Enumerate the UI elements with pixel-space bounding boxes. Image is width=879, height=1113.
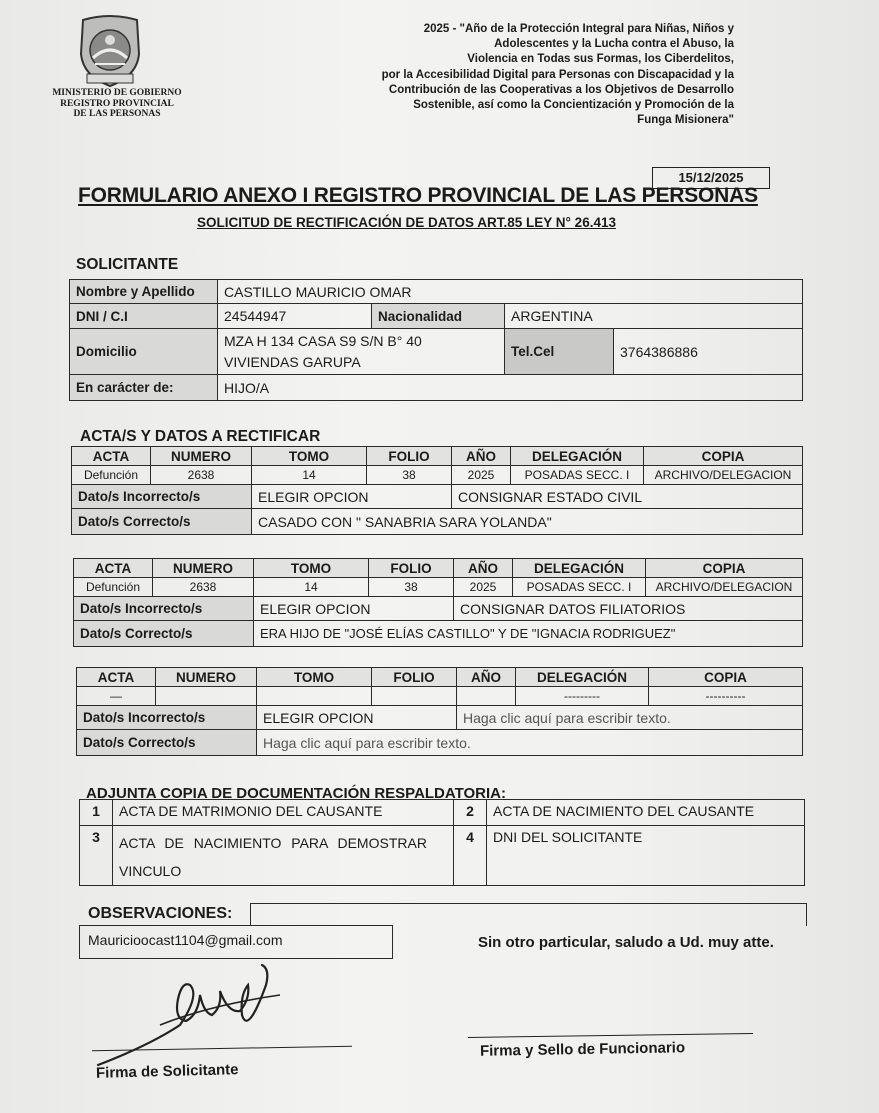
nacionalidad-field[interactable]: ARGENTINA — [505, 304, 803, 329]
incorrect-label: Dato/s Incorrecto/s — [74, 597, 254, 621]
dni-label: DNI / C.I — [70, 304, 218, 329]
nacionalidad-label: Nacionalidad — [372, 304, 505, 329]
col-copia: COPIA — [649, 668, 803, 687]
doc-item-text[interactable]: ACTA DE NACIMIENTO DEL CAUSANTE — [487, 800, 805, 826]
doc-item-text[interactable]: ACTA DE NACIMIENTO PARA DEMOSTRAR VINCULO — [113, 826, 454, 886]
section-title-documentacion: ADJUNTA COPIA DE DOCUMENTACIÓN RESPALDATORIA: — [86, 785, 506, 802]
col-folio: FOLIO — [369, 559, 454, 578]
col-numero: NUMERO — [156, 668, 257, 687]
handwritten-signature-icon — [90, 955, 290, 1070]
acta-type-field[interactable]: Defunción — [74, 578, 153, 597]
col-folio: FOLIO — [367, 447, 452, 466]
domicilio-field[interactable]: MZA H 134 CASA S9 S/N B° 40 VIVIENDAS GARUPA — [218, 329, 505, 375]
col-delegacion: DELEGACIÓN — [516, 668, 649, 687]
col-numero: NUMERO — [151, 447, 252, 466]
doc-item-text[interactable]: DNI DEL SOLICITANTE — [487, 826, 805, 886]
col-delegacion: DELEGACIÓN — [513, 559, 646, 578]
tomo-field[interactable]: 14 — [254, 578, 369, 597]
delegacion-field[interactable]: POSADAS SECC. I — [511, 466, 644, 485]
col-tomo: TOMO — [257, 668, 372, 687]
correct-value-field[interactable]: Haga clic aquí para escribir texto. — [257, 730, 803, 756]
numero-field[interactable]: 2638 — [151, 466, 252, 485]
form-subtitle: SOLICITUD DE RECTIFICACIÓN DE DATOS ART.85 LEY N° 26.413 — [197, 215, 616, 230]
col-acta: ACTA — [77, 668, 156, 687]
incorrect-label: Dato/s Incorrecto/s — [72, 485, 252, 509]
col-tomo: TOMO — [254, 559, 369, 578]
acta-block-1 — [71, 446, 803, 535]
acta-type-field[interactable]: Defunción — [72, 466, 151, 485]
col-acta: ACTA — [74, 559, 153, 578]
delegacion-field[interactable]: POSADAS SECC. I — [513, 578, 646, 597]
section-title-actas: ACTA/S Y DATOS A RECTIFICAR — [80, 428, 321, 445]
doc-item-number: 4 — [454, 826, 487, 886]
incorrect-value-field[interactable]: CONSIGNAR DATOS FILIATORIOS — [454, 597, 803, 621]
domicilio-label: Domicilio — [70, 329, 218, 375]
correct-label: Dato/s Correcto/s — [74, 621, 254, 647]
solicitante-signature-label: Firma de Solicitante — [95, 1061, 239, 1082]
section-title-observaciones: OBSERVACIONES: — [88, 905, 233, 922]
dni-field[interactable]: 24544947 — [218, 304, 372, 329]
correct-label: Dato/s Correcto/s — [77, 730, 257, 756]
col-copia: COPIA — [644, 447, 803, 466]
section-title-solicitante: SOLICITANTE — [76, 256, 179, 273]
folio-field[interactable]: 38 — [367, 466, 452, 485]
copia-field[interactable]: ARCHIVO/DELEGACION — [646, 578, 803, 597]
correct-value-field[interactable]: ERA HIJO DE "JOSÉ ELÍAS CASTILLO" Y DE "IGNACIA RODRIGUEZ" — [254, 621, 803, 647]
incorrect-option-select[interactable]: ELEGIR OPCION — [254, 597, 454, 621]
delegacion-field[interactable]: --------- — [516, 687, 649, 706]
observaciones-box-top — [250, 903, 807, 926]
col-anio: AÑO — [457, 668, 516, 687]
observaciones-field[interactable]: Mauricioocast1104@gmail.com — [79, 925, 393, 959]
caracter-field[interactable]: HIJO/A — [218, 375, 803, 401]
doc-item-number: 1 — [80, 800, 113, 826]
form-title: FORMULARIO ANEXO I REGISTRO PROVINCIAL DE LAS PERSONAS — [78, 184, 758, 207]
acta-block-3 — [76, 667, 803, 756]
correct-value-field[interactable]: CASADO CON " SANABRIA SARA YOLANDA" — [252, 509, 803, 535]
numero-field[interactable] — [156, 687, 257, 706]
doc-item-number: 3 — [80, 826, 113, 886]
col-delegacion: DELEGACIÓN — [511, 447, 644, 466]
folio-field[interactable]: 38 — [369, 578, 454, 597]
col-acta: ACTA — [72, 447, 151, 466]
copia-field[interactable]: ---------- — [649, 687, 803, 706]
doc-item-number: 2 — [454, 800, 487, 826]
tomo-field[interactable] — [257, 687, 372, 706]
col-anio: AÑO — [454, 559, 513, 578]
acta-block-2 — [73, 558, 803, 647]
doc-item-text[interactable]: ACTA DE MATRIMONIO DEL CAUSANTE — [113, 800, 454, 826]
issuing-organization: MINISTERIO DE GOBIERNO REGISTRO PROVINCIAL DE LAS PERSONAS — [52, 88, 182, 119]
tomo-field[interactable]: 14 — [252, 466, 367, 485]
nombre-label: Nombre y Apellido — [70, 280, 218, 304]
date-field[interactable]: 15/12/2025 — [652, 167, 770, 189]
col-tomo: TOMO — [252, 447, 367, 466]
incorrect-option-select[interactable]: ELEGIR OPCION — [252, 485, 452, 509]
funcionario-signature-label: Firma y Sello de Funcionario — [479, 1039, 686, 1060]
numero-field[interactable]: 2638 — [153, 578, 254, 597]
year-motto: 2025 - "Año de la Protección Integral para Niñas, Niños y Adolescentes y la Lucha contra el Abuso, la Violencia en Todas sus Formas, los Ciberdelitos, por la Accesibilidad Digital para Personas con Discapacidad y la Contribución de las Cooperativas a los Objetivos de Desarrollo Sostenible, así como la Concientización y Promoción de la Funga Misionera" — [381, 23, 734, 127]
anio-field[interactable]: 2025 — [452, 466, 511, 485]
telcel-label: Tel.Cel — [505, 329, 614, 375]
copia-field[interactable]: ARCHIVO/DELEGACION — [644, 466, 803, 485]
anio-field[interactable]: 2025 — [454, 578, 513, 597]
correct-label: Dato/s Correcto/s — [72, 509, 252, 535]
closing-text: Sin otro particular, saludo a Ud. muy atte. — [478, 934, 774, 951]
incorrect-value-field[interactable]: Haga clic aquí para escribir texto. — [457, 706, 803, 730]
anio-field[interactable] — [457, 687, 516, 706]
col-copia: COPIA — [646, 559, 803, 578]
documentacion-table — [79, 799, 805, 886]
telcel-field[interactable]: 3764386886 — [614, 329, 803, 375]
nombre-field[interactable]: CASTILLO MAURICIO OMAR — [218, 280, 803, 304]
province-seal-icon — [75, 14, 145, 88]
acta-type-field[interactable]: — — [77, 687, 156, 706]
incorrect-value-field[interactable]: CONSIGNAR ESTADO CIVIL — [452, 485, 803, 509]
caracter-label: En carácter de: — [70, 375, 218, 401]
folio-field[interactable] — [372, 687, 457, 706]
col-anio: AÑO — [452, 447, 511, 466]
solicitante-table — [69, 279, 803, 401]
col-numero: NUMERO — [153, 559, 254, 578]
incorrect-option-select[interactable]: ELEGIR OPCION — [257, 706, 457, 730]
col-folio: FOLIO — [372, 668, 457, 687]
incorrect-label: Dato/s Incorrecto/s — [77, 706, 257, 730]
